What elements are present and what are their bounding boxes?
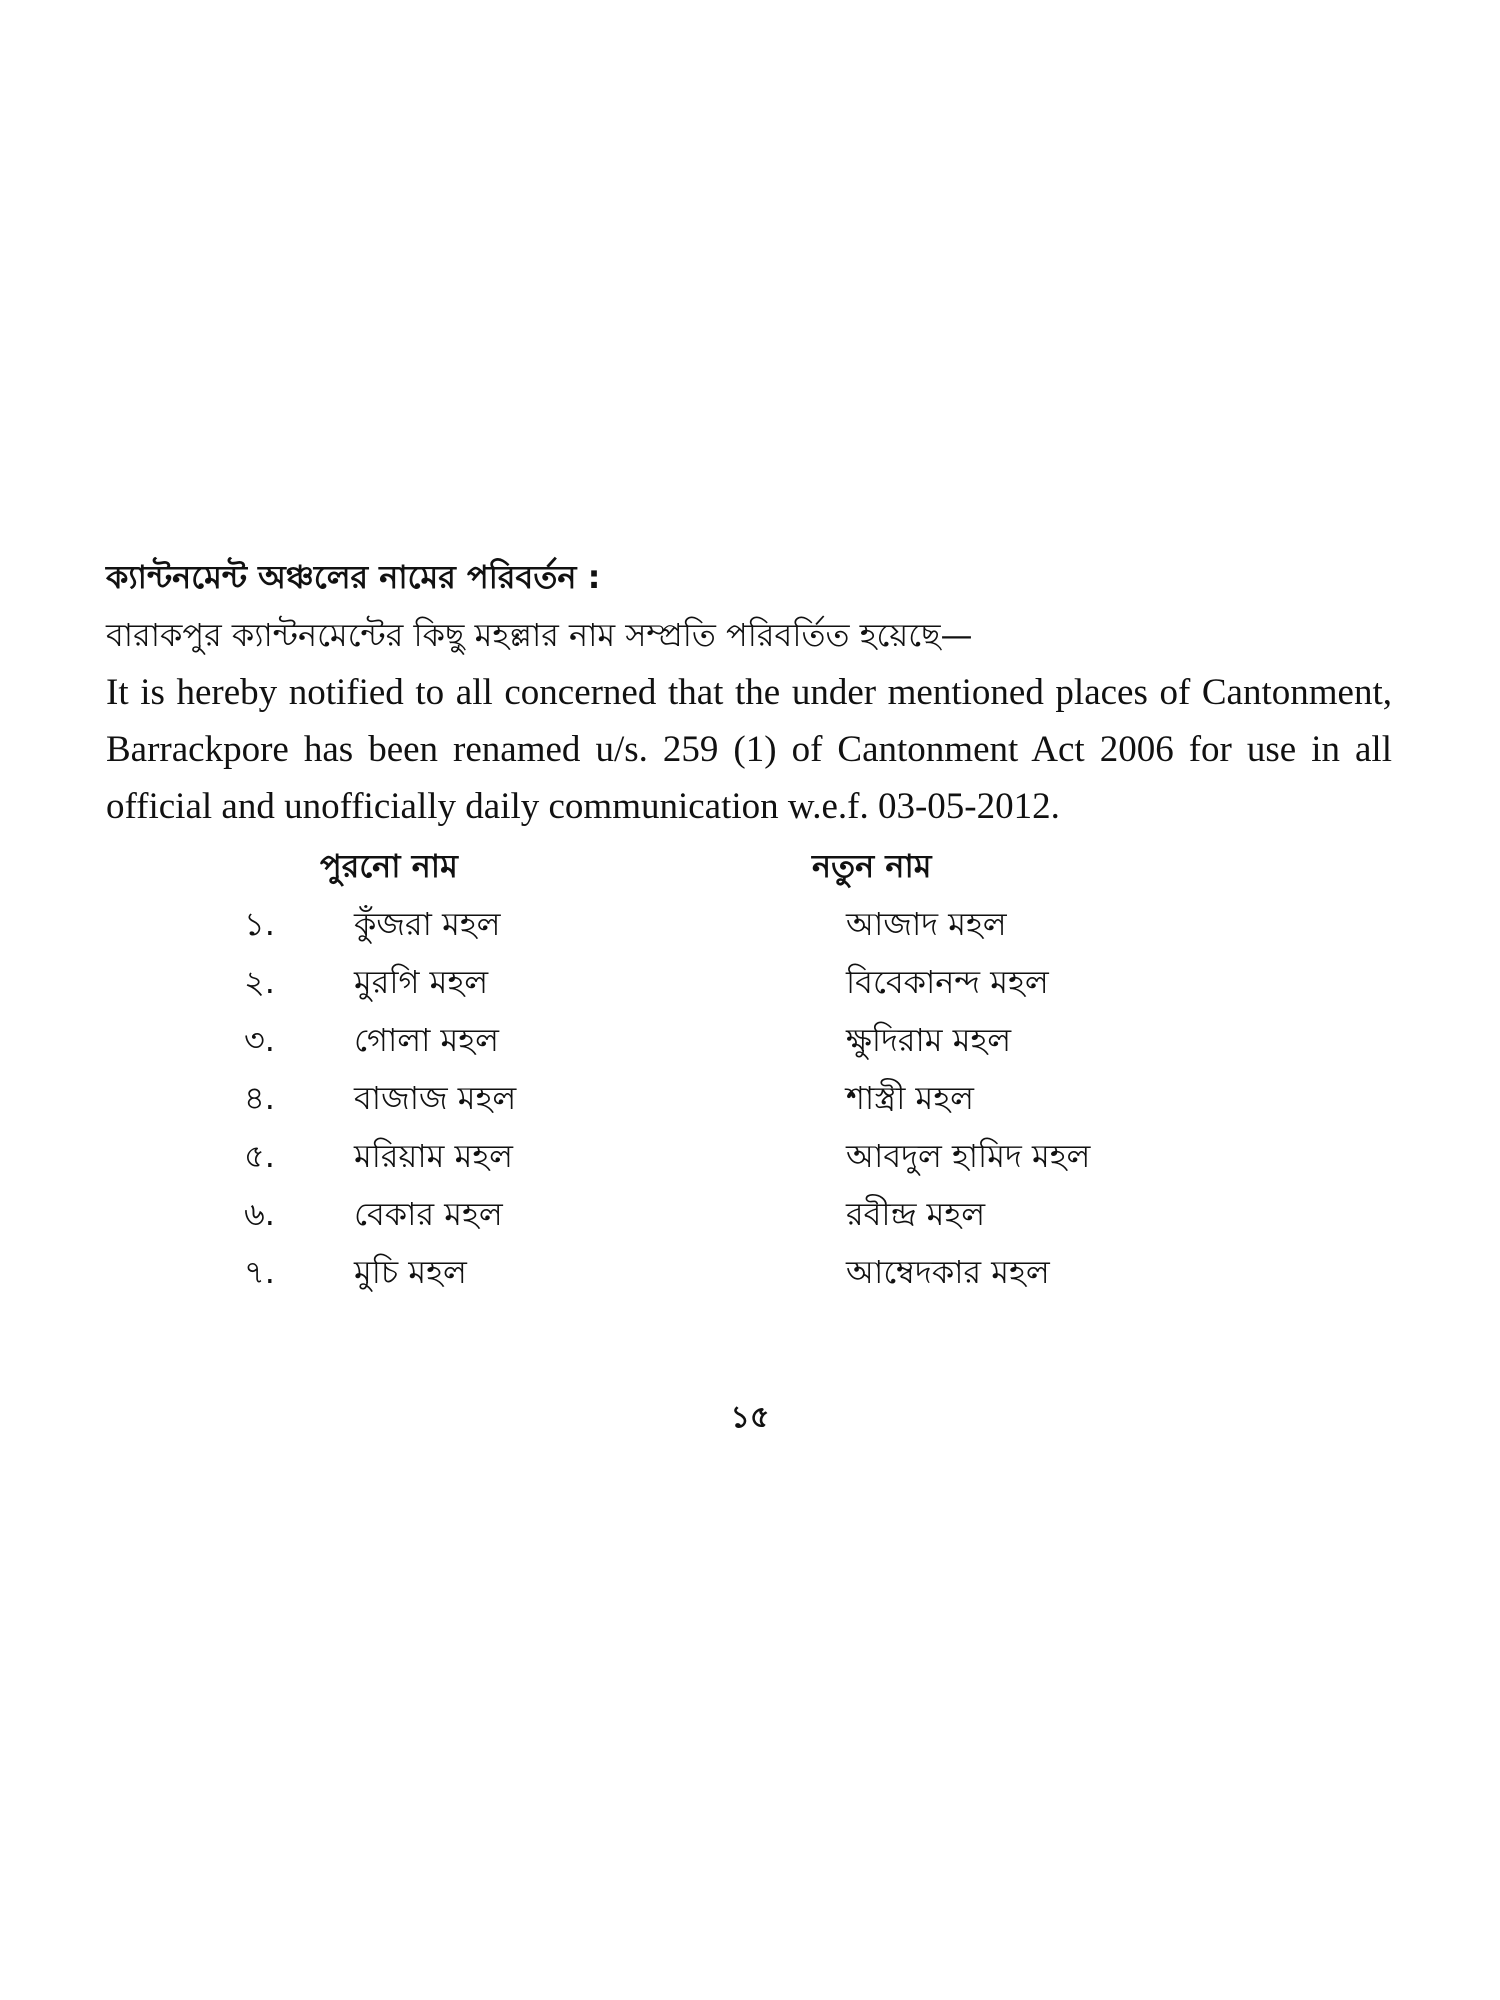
old-name: বাজাজ মহল xyxy=(354,1079,517,1117)
section-heading: ক্যান্টনমেন্ট অঞ্চলের নামের পরিবর্তন : xyxy=(106,558,601,596)
new-name: আবদুল হামিদ মহল xyxy=(846,1137,1091,1175)
new-name: রবীন্দ্র মহল xyxy=(846,1195,986,1233)
row-number: ৪. xyxy=(244,1079,275,1117)
new-name: আম্বেদকার মহল xyxy=(846,1253,1050,1291)
old-name: বেকার মহল xyxy=(354,1195,503,1233)
notice-content xyxy=(106,548,1392,1303)
row-number: ৫. xyxy=(244,1137,275,1175)
table-row xyxy=(106,1245,1392,1303)
table-row xyxy=(106,1071,1392,1129)
old-name: মুরগি মহল xyxy=(354,963,489,1001)
old-name: মুচি মহল xyxy=(354,1253,467,1291)
old-name: কুঁজরা মহল xyxy=(354,905,501,943)
header-old-name: পুরনো নাম xyxy=(320,847,458,885)
english-notice: It is hereby notified to all concerned that the under mentioned places of Cantonment, Barrackpore has been renamed u/s. 259 (1) of Cantonment Act 2006 for use in all official and unofficially daily communication w.e.f. 03-05-2012. xyxy=(106,672,1392,827)
new-name: বিবেকানন্দ মহল xyxy=(846,963,1049,1001)
old-name: গোলা মহল xyxy=(354,1021,499,1059)
row-number: ৩. xyxy=(244,1021,275,1059)
table-row xyxy=(106,1013,1392,1071)
new-name: ক্ষুদিরাম মহল xyxy=(846,1021,1012,1059)
bengali-intro: বারাকপুর ক্যান্টনমেন্টের কিছু মহল্লার নাম সম্প্রতি পরিবর্তিত হয়েছে— xyxy=(106,616,973,654)
row-number: ২. xyxy=(244,963,275,1001)
table-row xyxy=(106,955,1392,1013)
header-new-name: নতুন নাম xyxy=(812,847,932,885)
row-number: ৬. xyxy=(244,1195,275,1233)
table-header xyxy=(106,839,1392,897)
new-name: আজাদ মহল xyxy=(846,905,1007,943)
table-row xyxy=(106,1187,1392,1245)
old-name: মরিয়াম মহল xyxy=(354,1137,514,1175)
table-row xyxy=(106,897,1392,955)
table-row xyxy=(106,1129,1392,1187)
new-name: শাস্ত্রী মহল xyxy=(846,1079,974,1117)
page-number: ১৫ xyxy=(730,1400,770,1435)
rename-table xyxy=(106,839,1392,1303)
row-number: ১. xyxy=(244,905,275,943)
row-number: ৭. xyxy=(244,1253,275,1291)
